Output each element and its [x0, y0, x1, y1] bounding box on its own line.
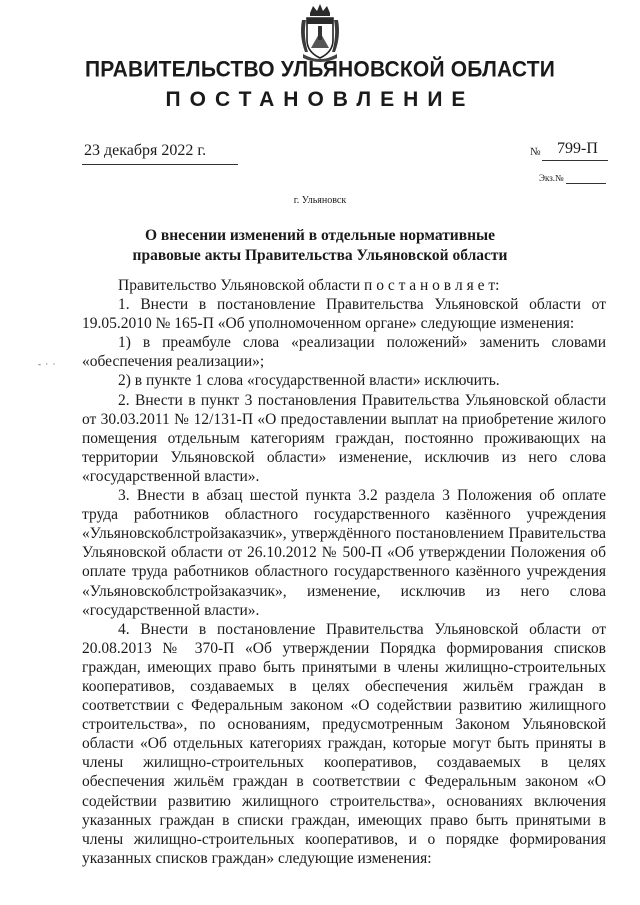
- date-underline: [82, 164, 238, 165]
- document-number: 799-П: [557, 140, 598, 157]
- heading-line-1: О внесении изменений в отдельные нормативные: [144, 227, 496, 244]
- number-underline: [542, 160, 608, 161]
- copy-number-label: Экз.№: [539, 173, 564, 183]
- number-sign: №: [530, 146, 541, 158]
- document-type: ПОСТАНОВЛЕНИЕ: [165, 88, 475, 111]
- copy-number-underline: [566, 183, 606, 184]
- document-heading: [100, 226, 540, 266]
- document-date: 23 декабря 2022 г.: [84, 142, 207, 159]
- paragraph-item-1-2: 2) в пункте 1 слова «государственной власти» исключить.: [118, 372, 500, 390]
- city: г. Ульяновск: [293, 195, 347, 206]
- margin-mark: - · ·: [38, 359, 57, 369]
- heading-line-2: правовые акты Правительства Ульяновской области: [132, 247, 508, 264]
- paragraph-item-4: 4. Внести в постановление Правительства Ульяновской области от 20.08.2013 № 370-П «Об утверждении Порядка формирования списков граждан, имеющих право быть принятыми в члены жилищно-строительных кооперативов, создаваемых в целях обеспечения жильём граждан в соответствии с Федеральным законом «О содействии развитию жилищного строительства», по основаниям, предусмотренным Законом Ульяновской области «Об отдельных категориях граждан, которые могут быть приняты в члены жилищно-строительных кооперативов, создаваемых в целях обеспечения жильём граждан в соответствии с Федеральным законом «О содействии развитию жилищного строительства», основаниях включения указанных граждан в списки граждан, имеющих право быть принятыми в члены жилищно-строительных кооперативов, и о порядке формирования указанных списков граждан» следующие изменения:: [82, 620, 606, 867]
- government-title: ПРАВИТЕЛЬСТВО УЛЬЯНОВСКОЙ ОБЛАСТИ: [84, 57, 556, 82]
- paragraph-item-1-1: 1) в преамбуле слова «реализации положений» заменить словами «обеспечения реализации»;: [82, 334, 606, 371]
- paragraph-preamble: Правительство Ульяновской области п о с т а н о в л я е т:: [118, 277, 500, 294]
- paragraph-item-2: 2. Внести в пункт 3 постановления Правительства Ульяновской области от 30.03.2011 № 12/131-П «О предоставлении выплат на приобретение жилого помещения отдельным категориям граждан, постоянно проживающих на территории Ульяновской области» изменение, исключив из него слова «государственной власти».: [82, 391, 606, 485]
- paragraph-item-1: 1. Внести в постановление Правительства Ульяновской области от 19.05.2010 № 165-П «Об уполномоченном органе» следующие изменения:: [82, 296, 606, 333]
- paragraph-item-3: 3. Внести в абзац шестой пункта 3.2 раздела 3 Положения об оплате труда работников областного государственного казённого учреждения «Ульяновскоблстройзаказчик», утверждённого постановлением Правительства Ульяновской области от 26.10.2012 № 500-П «Об утверждении Положения об оплате труда работников областного государственного казённого учреждения «Ульяновскоблстройзаказчик», изменение, исключив из него слова «государственной власти».: [82, 487, 606, 619]
- coat-of-arms-icon: [297, 2, 343, 64]
- document-body: [82, 276, 606, 868]
